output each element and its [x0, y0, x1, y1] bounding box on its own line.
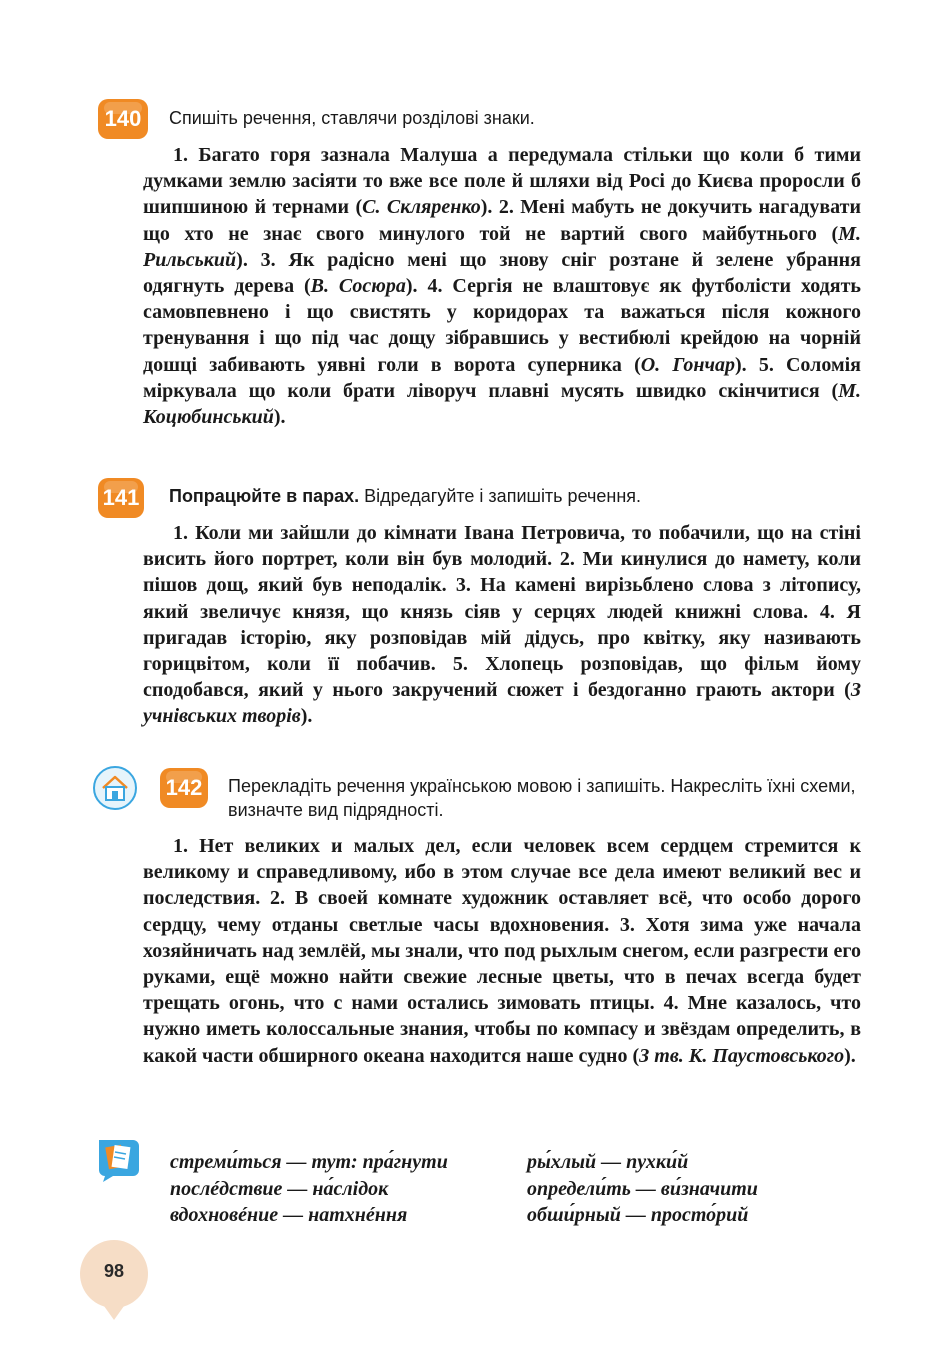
glossary-entry: ры́хлый — пухки́й: [527, 1151, 689, 1173]
exercise-instruction: Спишіть речення, ставлячи розділові знаки.: [169, 108, 535, 128]
citation-author: С. Скляренко: [362, 196, 481, 219]
text-segment: ).: [300, 705, 313, 728]
text-segment: ).: [273, 406, 286, 429]
glossary-entry: вдохновéние — натхнéння: [170, 1204, 408, 1226]
citation-author: М. Коцюбинський: [143, 379, 861, 429]
citation-author: З тв. К. Паустовського: [639, 1044, 845, 1067]
exercise-text: [143, 833, 861, 1069]
exercise-number-badge: 141: [98, 478, 144, 518]
text-segment: ).: [844, 1044, 856, 1067]
citation-author: В. Сосюра: [310, 275, 406, 298]
page-number-text: 98: [103, 1261, 125, 1281]
citation-author: З учнівських творів: [143, 679, 861, 728]
text-segment: ). 3. Як радісно мені що знову сніг розтане й зелене убрання одягнуть дерева (: [143, 248, 861, 298]
text-segment: ). 4. Сергія не влаштовує як футболісти ходять самовпевнено і що свистять у коридорах та важаться після кожного тренування і що під час дощу зібравшись у вестибюлі крейдою на чорній дошці забивають уявні голи в ворота суперника (: [143, 275, 861, 376]
instruction-bold: Попрацюйте в парах.: [169, 486, 360, 506]
dictionary-icon: [93, 1134, 143, 1189]
home-task-icon: [92, 765, 138, 816]
exercise-instruction: Перекладіть речення українською мовою і запишіть. Накресліть їхні схеми, визначте вид підрядності.: [228, 776, 856, 820]
exercise-number-badge: 140: [98, 99, 148, 139]
text-segment: 1. Коли ми зайшли до кімнати Івана Петровича, то побачили, що на стіні висить його портрет, коли він був молодий. 2. Ми кинулися до намету, коли пішов дощ, який був неподалік. 3. На камені вирізьблено слова з літопису, який звеличує князя, що князь сіяв у серцях людей книжні слова. 4. Я пригадав історію, яку розповідав мій дідусь, про квітку, яку називають горицвітом, коли її побачив. 5. Хлопець розповідав, що фільм йому сподобався, який у нього закручений сюжет і бездоганно грають актори (: [143, 522, 861, 702]
instruction-rest: Відредагуйте і запишіть речення.: [359, 486, 642, 506]
exercise-text: [143, 142, 861, 430]
exercise-instruction: [169, 484, 641, 508]
citation-author: О. Гончар: [640, 353, 735, 376]
text-segment: ). 2. Мені мабуть не докучить нагадувати що хто не знає свого минулого той не вартий свого майбутнього (: [143, 196, 862, 245]
exercise-number-badge: 142: [160, 768, 208, 808]
citation-author: М. Рильський: [143, 222, 861, 271]
page-number: [80, 1240, 148, 1308]
glossary-entry: стреми́ться — тут: пра́гнути: [170, 1151, 448, 1173]
exercise-text: [143, 520, 861, 730]
glossary-column-left: [170, 1149, 530, 1229]
glossary-entry: обши́рный — просто́рий: [527, 1204, 749, 1226]
glossary-column-right: [527, 1149, 887, 1229]
glossary-entry: послéдствие — на́слідок: [170, 1177, 389, 1200]
text-segment: ). 5. Соломія міркувала що коли брати ліворуч плавні мусять швидко скінчитися (: [143, 353, 862, 402]
text-segment: 1. Нет великих и малых дел, если человек всем сердцем стремится к великому и справедливому, ибо в этом случае все дела имеют великий вес и последствия. 2. В своей комнате художник оставляет всё, что особо дорого сердцу, чему отданы светлые часы вдохновения. 3. Хотя зима уже начала хозяйничать над землёй, мы знали, что под рыхлым снегом, если разгрести его руками, ещё можно найти свежие лесные цветы, что в печах всегда будет трещать огонь, что с нами остались зимовать птицы. 4. Мне казалось, что нужно иметь колоссальные знания, чтобы по компасу и звёздам определить, в какой части обширного океана находится наше судно (: [143, 835, 861, 1067]
glossary-entry: определи́ть — ви́значити: [527, 1177, 758, 1200]
text-segment: 1. Багато горя зазнала Малуша а передумала стільки що коли б тими думками землю засіяти то вже все поле й шляхи від Росі до Києва проросли б шипшиною й тернами (: [143, 144, 861, 219]
